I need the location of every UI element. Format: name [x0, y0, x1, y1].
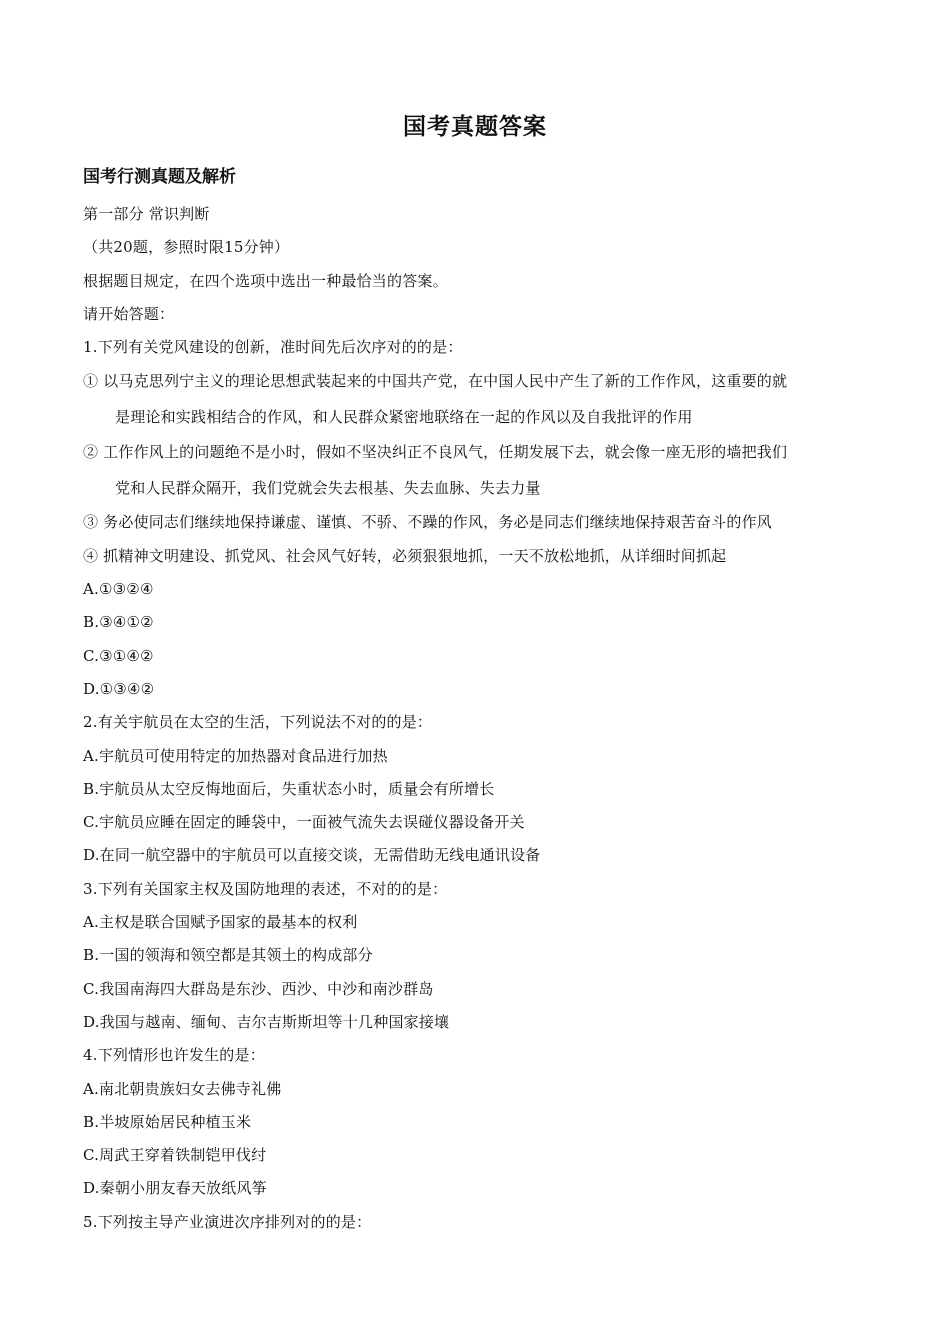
question-2-stem: 2.有关宇航员在太空的生活，下列说法不对的的是： [83, 713, 433, 732]
question-1-item-2 [83, 435, 883, 506]
question-1-option-c: C.③①④② [83, 646, 154, 665]
question-2-option-b: B.宇航员从太空反悔地面后，失重状态小时，质量会有所增长 [83, 779, 495, 798]
part-note: （共20题，参照时限15分钟） [83, 238, 290, 257]
question-1-option-b: B.③④①② [83, 613, 154, 632]
question-3-option-a: A.主权是联合国赋予国家的最基本的权利 [83, 913, 358, 932]
item-text-continued: 是理论和实践相结合的作风，和人民群众紧密地联络在一起的作风以及自我批评的作用 [115, 407, 693, 426]
question-2-option-c: C.宇航员应睡在固定的睡袋中，一面被气流失去误碰仪器设备开关 [83, 813, 525, 832]
question-4-stem: 4.下列情形也许发生的是： [83, 1046, 265, 1065]
question-1-item-1 [83, 364, 883, 435]
document-title: 国考真题答案 [403, 113, 547, 140]
question-2-option-d: D.在同一航空器中的宇航员可以直接交谈，无需借助无线电通讯设备 [83, 846, 541, 865]
question-2-option-a: A.宇航员可使用特定的加热器对食品进行加热 [83, 746, 388, 765]
question-3-stem: 3.下列有关国家主权及国防地理的表述，不对的的是： [83, 879, 448, 898]
question-4-option-a: A.南北朝贵族妇女去佛寺礼佛 [83, 1079, 282, 1098]
document-body [83, 198, 883, 1239]
question-3-option-c: C.我国南海四大群岛是东沙、西沙、中沙和南沙群岛 [83, 979, 434, 998]
section-heading: 国考行测真题及解析 [83, 167, 236, 187]
item-text-continued: 党和人民群众隔开，我们党就会失去根基、失去血脉、失去力量 [115, 478, 541, 497]
question-1-option-d: D.①③④② [83, 679, 155, 698]
question-4-option-c: C.周武王穿着铁制铠甲伐纣 [83, 1146, 267, 1165]
question-4-option-d: D.秦朝小朋友春天放纸风筝 [83, 1179, 267, 1198]
question-3-option-b: B.一国的领海和领空都是其领土的构成部分 [83, 946, 373, 965]
part-heading: 第一部分 常识判断 [83, 205, 210, 223]
question-1-stem: 1.下列有关党风建设的创新，准时间先后次序对的的是： [83, 338, 463, 357]
question-1-option-a: A.①③②④ [83, 580, 154, 599]
question-1-item-3: ③ 务必使同志们继续地保持谦虚、谨慎、不骄、不躁的作风，务必是同志们继续地保持艰苦奋斗的作风 [83, 513, 772, 532]
instruction: 根据题目规定，在四个选项中选出一种最恰当的答案。 [83, 271, 448, 290]
question-4-option-b: B.半坡原始居民种植玉米 [83, 1112, 252, 1131]
item-text: ① 以马克思列宁主义的理论思想武装起来的中国共产党，在中国人民中产生了新的工作作风，这重要的就 [83, 372, 788, 391]
question-3-option-d: D.我国与越南、缅甸、吉尔吉斯斯坦等十几种国家接壤 [83, 1012, 450, 1031]
question-5-stem: 5.下列按主导产业演进次序排列对的的是： [83, 1212, 372, 1231]
item-text: ② 工作作风上的问题绝不是小时，假如不坚决纠正不良风气，任期发展下去，就会像一座无形的墙把我们 [83, 443, 788, 462]
start-prompt: 请开始答题： [83, 304, 175, 323]
question-1-item-4: ④ 抓精神文明建设、抓党风、社会风气好转，必须狠狠地抓，一天不放松地抓，从详细时间抓起 [83, 546, 727, 565]
